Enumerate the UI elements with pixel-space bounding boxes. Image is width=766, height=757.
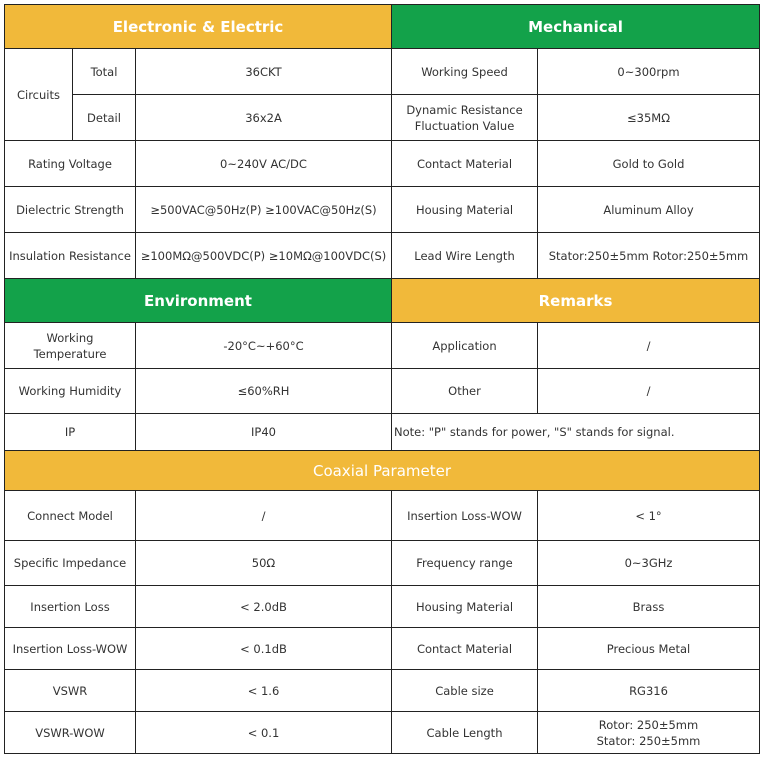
working-temperature-value: -20°C~+60°C (136, 323, 392, 369)
frequency-range-value: 0~3GHz (538, 541, 760, 586)
section-header-environment: Environment (5, 279, 392, 323)
coax-contact-material-value: Precious Metal (538, 628, 760, 670)
table-row (5, 586, 760, 628)
insertion-loss-wow-label: Insertion Loss-WOW (392, 491, 538, 541)
housing-material-label: Housing Material (392, 187, 538, 233)
insertion-loss-label: Insertion Loss (5, 586, 136, 628)
detail-value: 36x2A (136, 95, 392, 141)
rating-voltage-value: 0~240V AC/DC (136, 141, 392, 187)
insertion-loss-wow-2-label: Insertion Loss-WOW (5, 628, 136, 670)
section-header-remarks: Remarks (392, 279, 760, 323)
dynamic-resistance-label (392, 95, 538, 141)
working-humidity-label: Working Humidity (5, 369, 136, 414)
spec-table (4, 4, 760, 754)
detail-label: Detail (73, 95, 136, 141)
working-speed-label: Working Speed (392, 49, 538, 95)
other-label: Other (392, 369, 538, 414)
header-row-3 (5, 451, 760, 491)
specific-impedance-value: 50Ω (136, 541, 392, 586)
vswr-wow-value: < 0.1 (136, 712, 392, 754)
table-row (5, 541, 760, 586)
table-row (5, 628, 760, 670)
cable-length-label: Cable Length (392, 712, 538, 754)
contact-material-value: Gold to Gold (538, 141, 760, 187)
dynamic-resistance-label-line-2: Fluctuation Value (414, 118, 515, 133)
remarks-note: Note: "P" stands for power, "S" stands for signal. (392, 414, 760, 451)
total-value: 36CKT (136, 49, 392, 95)
table-row (5, 323, 760, 369)
connect-model-value: / (136, 491, 392, 541)
ip-value: IP40 (136, 414, 392, 451)
working-humidity-value: ≤60%RH (136, 369, 392, 414)
vswr-value: < 1.6 (136, 670, 392, 712)
section-header-electronic: Electronic & Electric (5, 5, 392, 49)
cable-length-stator: Stator: 250±5mm (596, 733, 701, 748)
vswr-wow-label: VSWR-WOW (5, 712, 136, 754)
coax-contact-material-label: Contact Material (392, 628, 538, 670)
dynamic-resistance-label-line-1: Dynamic Resistance (406, 102, 523, 117)
insulation-resistance-label: Insulation Resistance (5, 233, 136, 279)
table-row (5, 141, 760, 187)
lead-wire-length-value: Stator:250±5mm Rotor:250±5mm (538, 233, 760, 279)
section-header-mechanical: Mechanical (392, 5, 760, 49)
table-row (5, 369, 760, 414)
insertion-loss-wow-value: < 1° (538, 491, 760, 541)
vswr-label: VSWR (5, 670, 136, 712)
lead-wire-length-label: Lead Wire Length (392, 233, 538, 279)
circuits-label: Circuits (5, 49, 73, 141)
dynamic-resistance-value: ≤35MΩ (538, 95, 760, 141)
frequency-range-label: Frequency range (392, 541, 538, 586)
coax-housing-material-value: Brass (538, 586, 760, 628)
table-row (5, 187, 760, 233)
table-row (5, 95, 760, 141)
dielectric-strength-value: ≥500VAC@50Hz(P) ≥100VAC@50Hz(S) (136, 187, 392, 233)
insertion-loss-wow-2-value: < 0.1dB (136, 628, 392, 670)
dielectric-strength-label: Dielectric Strength (5, 187, 136, 233)
header-row-2 (5, 279, 760, 323)
table-row (5, 670, 760, 712)
specific-impedance-label: Specific Impedance (5, 541, 136, 586)
table-row (5, 712, 760, 754)
insulation-resistance-value: ≥100MΩ@500VDC(P) ≥10MΩ@100VDC(S) (136, 233, 392, 279)
connect-model-label: Connect Model (5, 491, 136, 541)
total-label: Total (73, 49, 136, 95)
table-row (5, 414, 760, 451)
section-header-coaxial: Coaxial Parameter (5, 451, 760, 491)
table-row (5, 49, 760, 95)
spec-sheet (4, 4, 759, 751)
application-label: Application (392, 323, 538, 369)
rating-voltage-label: Rating Voltage (5, 141, 136, 187)
table-row (5, 233, 760, 279)
cable-size-label: Cable size (392, 670, 538, 712)
table-row (5, 491, 760, 541)
other-value: / (538, 369, 760, 414)
contact-material-label: Contact Material (392, 141, 538, 187)
working-temperature-label: Working Temperature (5, 323, 136, 369)
application-value: / (538, 323, 760, 369)
working-speed-value: 0~300rpm (538, 49, 760, 95)
cable-size-value: RG316 (538, 670, 760, 712)
ip-label: IP (5, 414, 136, 451)
coax-housing-material-label: Housing Material (392, 586, 538, 628)
header-row-1 (5, 5, 760, 49)
insertion-loss-value: < 2.0dB (136, 586, 392, 628)
cable-length-value (538, 712, 760, 754)
housing-material-value: Aluminum Alloy (538, 187, 760, 233)
cable-length-rotor: Rotor: 250±5mm (598, 717, 699, 732)
